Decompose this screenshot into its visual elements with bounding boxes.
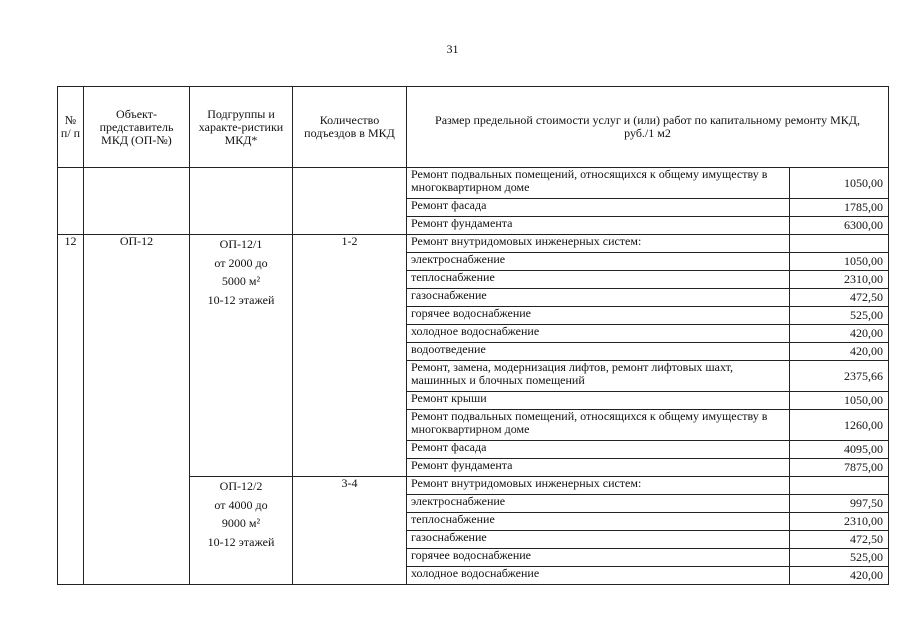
work-value: 6300,00 (790, 217, 889, 235)
work-name: Ремонт фундамента (407, 217, 790, 235)
work-value: 420,00 (790, 567, 889, 585)
subgroup-code: ОП-12/2 (219, 479, 263, 493)
entrances-count: 1-2 (293, 235, 407, 477)
header-subgroup: Подгруппы и характе-ристики МКД* (190, 87, 293, 168)
work-value: 2375,66 (790, 361, 889, 392)
subgroup-cell (190, 477, 293, 585)
work-value: 4095,00 (790, 441, 889, 459)
work-name: Ремонт подвальных помещений, относящихся к общему имуществу в многоквартирном доме (407, 168, 790, 199)
work-name: Ремонт фасада (407, 199, 790, 217)
work-value: 2310,00 (790, 271, 889, 289)
subgroup-area-to: 9000 м² (221, 516, 261, 530)
empty-num-cell (58, 168, 84, 235)
work-value: 525,00 (790, 307, 889, 325)
work-name: водоотведение (407, 343, 790, 361)
subgroup-floors: 10-12 этажей (207, 534, 275, 549)
header-object: Объект-представитель МКД (ОП-№) (84, 87, 190, 168)
work-name: газоснабжение (407, 531, 790, 549)
work-value: 525,00 (790, 549, 889, 567)
work-name: горячее водоснабжение (407, 549, 790, 567)
work-name: горячее водоснабжение (407, 307, 790, 325)
empty-subgroup-cell (190, 168, 293, 235)
work-value: 997,50 (790, 495, 889, 513)
work-value: 420,00 (790, 343, 889, 361)
work-value (790, 477, 889, 495)
work-name: Ремонт фундамента (407, 459, 790, 477)
cost-table (57, 86, 889, 585)
table-row (58, 168, 889, 199)
subgroup-area-from: от 4000 до (214, 497, 268, 512)
header-num: № п/ п (58, 87, 84, 168)
empty-entrances-cell (293, 168, 407, 235)
subgroup-area-from: от 2000 до (214, 255, 268, 270)
work-name: теплоснабжение (407, 271, 790, 289)
work-name: холодное водоснабжение (407, 325, 790, 343)
work-value (790, 235, 889, 253)
work-name: Ремонт подвальных помещений, относящихся к общему имуществу в многоквартирном доме (407, 410, 790, 441)
subgroup-code: ОП-12/1 (219, 237, 263, 251)
work-name: газоснабжение (407, 289, 790, 307)
work-value: 1050,00 (790, 253, 889, 271)
work-value: 7875,00 (790, 459, 889, 477)
table-row (58, 235, 889, 253)
work-name: электроснабжение (407, 495, 790, 513)
work-name: Ремонт фасада (407, 441, 790, 459)
table-header-row (58, 87, 889, 168)
work-name: теплоснабжение (407, 513, 790, 531)
entrances-count: 3-4 (293, 477, 407, 585)
page-number: 31 (446, 42, 459, 56)
work-value: 1785,00 (790, 199, 889, 217)
subgroup-area-to: 5000 м² (221, 274, 261, 288)
work-name: электроснабжение (407, 253, 790, 271)
object-representative: ОП-12 (84, 235, 190, 585)
work-value: 2310,00 (790, 513, 889, 531)
work-value: 1050,00 (790, 392, 889, 410)
work-name: Ремонт внутридомовых инженерных систем: (407, 235, 790, 253)
header-cost: Размер предельной стоимости услуг и (или) работ по капитальному ремонту МКД, руб./1 м2 (407, 87, 889, 168)
work-value: 472,50 (790, 289, 889, 307)
row-number: 12 (58, 235, 84, 585)
empty-object-cell (84, 168, 190, 235)
work-value: 1050,00 (790, 168, 889, 199)
work-name: Ремонт, замена, модернизация лифтов, ремонт лифтовых шахт, машинных и блочных помещений (407, 361, 790, 392)
work-name: холодное водоснабжение (407, 567, 790, 585)
work-value: 1260,00 (790, 410, 889, 441)
work-value: 472,50 (790, 531, 889, 549)
work-name: Ремонт внутридомовых инженерных систем: (407, 477, 790, 495)
header-entrances: Количество подъездов в МКД (293, 87, 407, 168)
work-name: Ремонт крыши (407, 392, 790, 410)
subgroup-cell (190, 235, 293, 477)
subgroup-floors: 10-12 этажей (207, 292, 275, 307)
work-value: 420,00 (790, 325, 889, 343)
